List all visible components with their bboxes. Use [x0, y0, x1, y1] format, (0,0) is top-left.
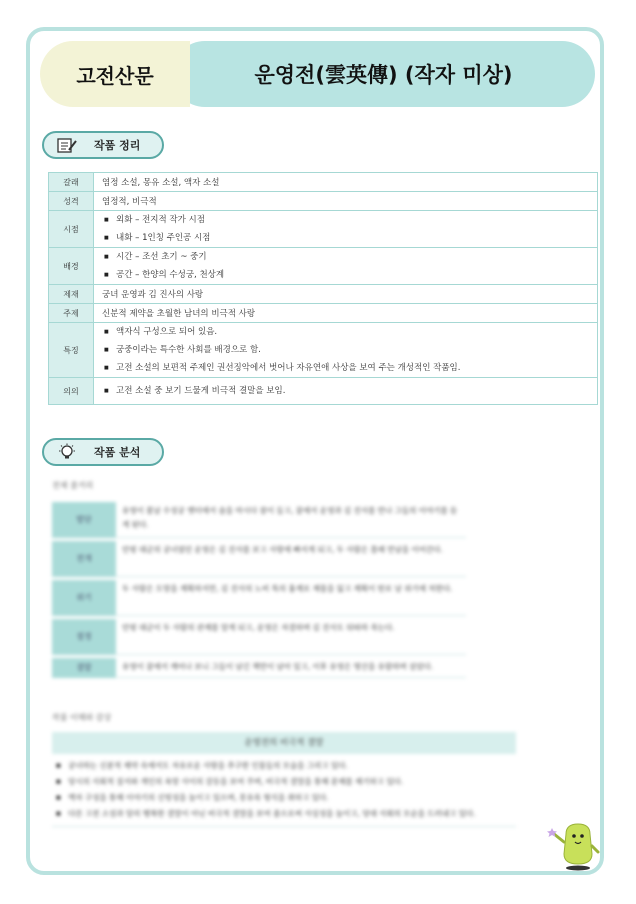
analysis-heading: 전체 줄거리: [52, 481, 94, 490]
section-pill-analysis: 작품 분석: [42, 438, 164, 466]
summary-table: [48, 172, 598, 405]
commentary-box: [52, 732, 516, 827]
table-row: 제재 궁녀 운영과 김 진사의 사랑: [49, 285, 598, 304]
table-row: 특징 ■ 액자식 구성으로 되어 있음. ■ 궁중이라는 특수한 사회를 배경으로 함. ■ 고전 소설의 보편적 주제인 권선징악에서 벗어나 자유연애 사상을 보여 주는 개성적인 작품임.: [49, 323, 598, 378]
genre-badge: 고전산문: [40, 41, 190, 107]
list-item: ■ 궁녀라는 신분적 제약 속에서도 자유로운 사랑을 추구한 인물들의 모습을 그리고 있다.: [68, 758, 516, 774]
table-row: 주제 신분적 제약을 초월한 남녀의 비극적 사랑: [49, 304, 598, 323]
work-title: 운영전(雲英傳) (작자 미상): [172, 41, 595, 107]
lightbulb-icon: [54, 442, 80, 462]
title-banner: [40, 41, 595, 107]
plot-table: [52, 502, 466, 681]
commentary-heading: 작품 이해와 감상: [52, 713, 112, 722]
notepad-pen-icon: [54, 135, 80, 155]
plot-row: 위기 두 사람은 도망을 계획하지만, 김 진사의 노비 특의 흉계로 재물을 잃고 계획이 탄로 날 위기에 처한다.: [52, 580, 466, 619]
list-item: ■ 액자 구성을 통해 이야기의 신빙성을 높이고 있으며, 몽유록 형식을 취하고 있다.: [68, 790, 516, 806]
plot-row: 절정 안평 대군이 두 사람의 관계를 알게 되고, 운영은 자결하며 김 진사도 뒤따라 죽는다.: [52, 619, 466, 658]
table-row: 성격 염정적, 비극적: [49, 192, 598, 211]
section-pill-summary: 작품 정리: [42, 131, 164, 159]
table-row: 갈래 염정 소설, 몽유 소설, 액자 소설: [49, 173, 598, 192]
table-row: 배경 ■ 시간 – 조선 초기 ~ 중기 ■ 공간 – 한양의 수성궁, 천상계: [49, 248, 598, 285]
table-row: 의의 ■ 고전 소설 중 보기 드물게 비극적 결말을 보임.: [49, 378, 598, 405]
list-item: ■ 다른 고전 소설과 달리 행복한 결말이 아닌 비극적 결말을 보여 줌으로써 사실성을 높이고, 당대 사회의 모순을 드러내고 있다.: [68, 806, 516, 822]
plot-row: 발단 유영이 봄날 수성궁 옛터에서 술을 마시다 잠이 들고, 꿈에서 운영과 김 진사를 만나 그들의 이야기를 듣게 된다.: [52, 502, 466, 541]
plot-row: 전개 안평 대군의 궁녀였던 운영은 김 진사를 보고 사랑에 빠지게 되고, 두 사람은 몰래 만남을 이어간다.: [52, 541, 466, 580]
table-row: 시점 ■ 외화 – 전지적 작가 시점 ■ 내화 – 1인칭 주인공 시점: [49, 211, 598, 248]
list-item: ■ 당시의 사회적 질서와 개인의 욕망 사이의 갈등을 보여 주며, 비극적 결말을 통해 문제를 제기하고 있다.: [68, 774, 516, 790]
mascot-icon: [546, 820, 602, 872]
plot-row: 결말 유영이 꿈에서 깨어나 보니 그들이 남긴 책만이 남아 있고, 이후 유영은 명산을 유람하며 살았다.: [52, 658, 466, 681]
commentary-box-title: 운영전의 비극적 결말: [52, 732, 516, 754]
